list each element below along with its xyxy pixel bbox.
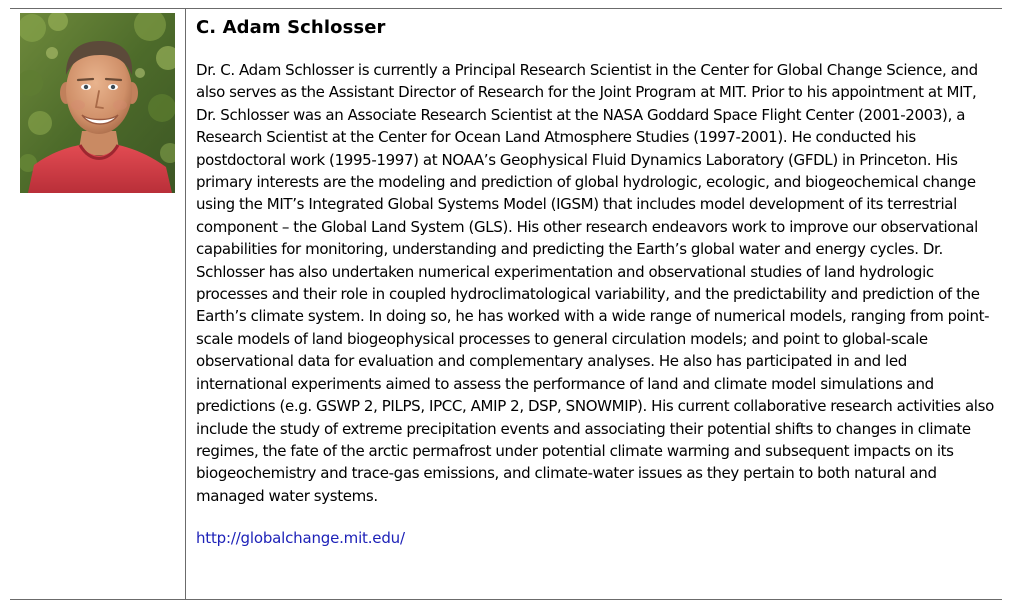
portrait-photo [20, 13, 175, 193]
bio-text-cell [196, 9, 996, 599]
bio-table [10, 8, 1002, 600]
website-link[interactable]: http://globalchange.mit.edu/ [196, 529, 405, 548]
person-name-heading: C. Adam Schlosser [196, 17, 386, 38]
biography-paragraph: Dr. C. Adam Schlosser is currently a Principal Research Scientist in the Center for Global Change Science, and also serves as the Assistant Director of Research for the Joint Program at MIT. Prior to his appointment at MIT, Dr. Schlosser was an Associate Research Scientist at the NASA Goddard Space Flight Center (2001-2003), a Research Scientist at the Center for Ocean Land Atmosphere Studies (1997-2001). He conducted his postdoctoral work (1995-1997) at NOAA’s Geophysical Fluid Dynamics Laboratory (GFDL) in Princeton. His primary interests are the modeling and prediction of global hydrologic, ecologic, and biogeochemical change using the MIT’s Integrated Global Systems Model (IGSM) that includes model development of its terrestrial component – the Global Land System (GLS). His other research endeavors work to improve our observational capabilities for monitoring, understanding and predicting the Earth’s global water and energy cycles. Dr. Schlosser has also undertaken numerical experimentation and observational studies of land hydrologic processes and their role in coupled hydroclimatological variability, and the predictability and prediction of the Earth’s climate system. In doing so, he has worked with a wide range of numerical models, ranging from point-scale models of land biogeophysical processes to general circulation models; and point to global-scale observational data for evaluation and complementary analyses. He also has participated in and led international experiments aimed to assess the performance of land and climate model simulations and predictions (e.g. GSWP 2, PILPS, IPCC, AMIP 2, DSP, SNOWMIP). His current collaborative research activities also include the study of extreme precipitation events and associating their potential shifts to changes in climate regimes, the fate of the arctic permafrost under potential climate warming and subsequent impacts on its biogeochemistry and trace-gas emissions, and climate-water issues as they pertain to both natural and managed water systems. [196, 61, 994, 505]
portrait-illustration [20, 13, 175, 193]
photo-cell [10, 9, 186, 599]
